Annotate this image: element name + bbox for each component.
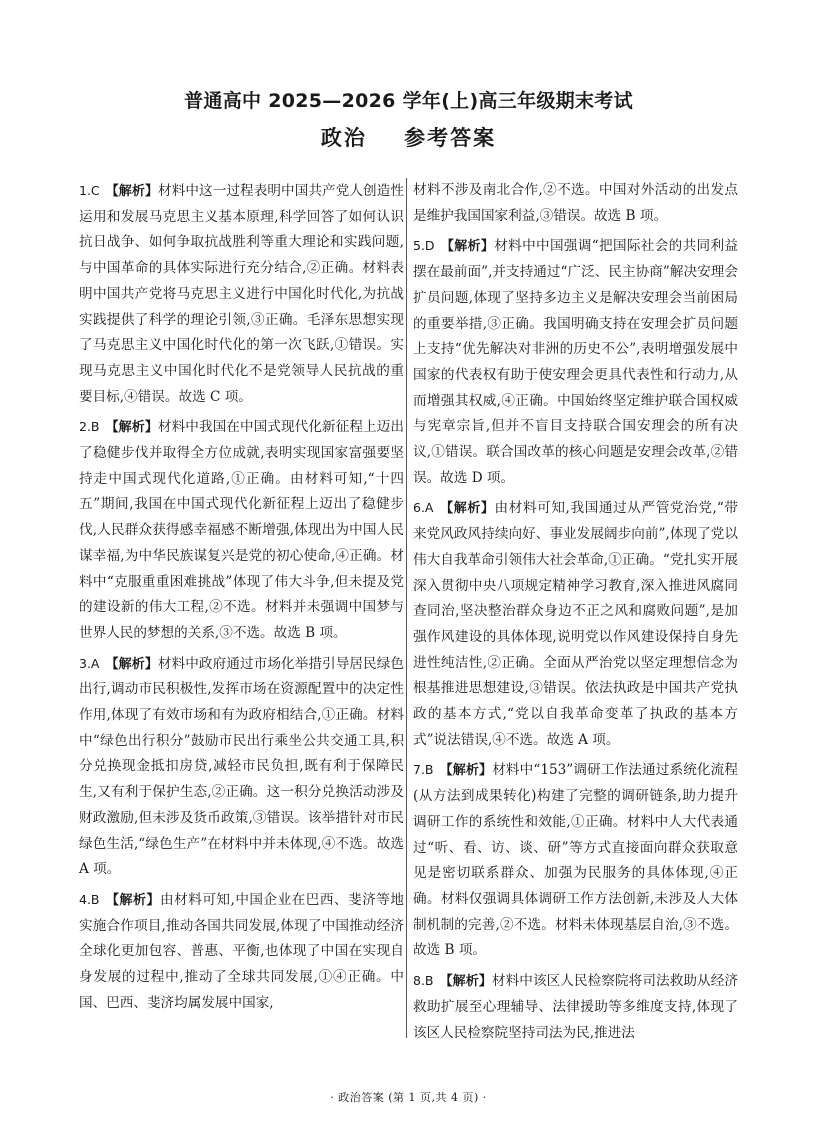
answer-number: 6.A — [413, 500, 434, 516]
answer-text: 材料中中国强调“把国际社会的共同利益摆在最前面”,并支持通过“广泛、民主协商”解决安理会扩员问题,体现了坚持多边主义是解决安理会当前困局的重要举措,③正确。我国明确支持在安理会扩员问题上支持“优先解决对非洲的历史不公”,表明增强发展中国家的代表权有助于使安理会更具代表性和行动力,从而增强其权威,④正确。中国始终坚定维护联合国权威与宪章宗旨,但并不盲目支持联合国安理会的所有决议,①错误。联合国改革的核心问题是安理会改革,②错误。故选 D 项。 — [413, 238, 738, 486]
doc-type-label: 参考答案 — [404, 126, 497, 150]
page-title: 普通高中 2025—2026 学年(上)高三年级期末考试 — [184, 90, 633, 112]
page-subtitle — [0, 122, 817, 152]
answer-number: 7.B — [413, 762, 434, 778]
answer-item — [413, 495, 738, 753]
answer-item — [413, 233, 738, 491]
answer-item — [413, 757, 738, 964]
analysis-tag: 【解析】 — [439, 501, 495, 517]
subject-label: 政治 — [320, 126, 367, 150]
answer-number: 3.A — [79, 655, 100, 671]
answer-text: 由材料可知,中国企业在巴西、斐济等地实施合作项目,推动各国共同发展,体现了中国推动经济全球化更加包容、普惠、平衡,也体现了中国在实现自身发展的过程中,推动了全球共同发展,①④正确。中国、巴西、斐济均属发展中国家, — [79, 891, 404, 1011]
answer-number: 5.D — [413, 238, 435, 254]
answer-text: 材料中这一过程表明中国共产党人创造性运用和发展马克思主义基本原理,科学回答了如何认识抗日战争、如何争取抗战胜利等重大理论和实践问题,与中国革命的具体实际进行充分结合,②正确。材料表明中国共产党将马克思主义进行中国化时代化,为抗战实践提供了科学的理论引领,③正确。毛泽东思想实现了马克思主义中国化时代化的第一次飞跃,①错误。实现马克思主义中国化时代化不是党领导人民抗战的重要目标,④错误。故选 C 项。 — [79, 183, 404, 405]
answer-number: 4.B — [79, 891, 100, 907]
answer-item — [413, 968, 738, 1046]
page-footer: · 政治答案 (第 1 页,共 4 页) · — [330, 1091, 487, 1104]
answer-text: 材料中“153”调研工作法通过系统化流程(从方法到成果转化)构建了完整的调研链条,助力提升调研工作的系统性和效能,①正确。材料中人大代表通过“听、看、访、谈、研”等方式直接面向群众获取意见是密切联系群众、加强为民服务的具体体现,④正确。材料仅强调具体调研工作方法创新,未涉及人大体制机制的完善,②不选。材料未体现基层自治,③不选。故选 B 项。 — [413, 762, 738, 959]
left-column — [79, 178, 404, 1021]
answer-item — [79, 887, 404, 1017]
answer-text: 材料中我国在中国式现代化新征程上迈出了稳健步伐并取得全方位成就,表明实现国家富强要坚持走中国式现代化道路,①正确。由材料可知,“十四五”期间,我国在中国式现代化新征程上迈出了稳健步伐,人民群众获得感幸福感不断增强,体现出为中国人民谋幸福,为中华民族谋复兴是党的初心使命,④正确。材料中“克服重重困难挑战”体现了伟大斗争,但未提及党的建设新的伟大工程,②不选。材料并未强调中国梦与世界人民的梦想的关系,③不选。故选 B 项。 — [79, 419, 404, 641]
answer-item — [79, 414, 404, 646]
answer-item — [79, 651, 404, 883]
answer-number: 1.C — [79, 183, 100, 198]
analysis-tag: 【解析】 — [440, 239, 495, 255]
answer-text: 材料不涉及南北合作,②不选。中国对外活动的出发点是维护我国国家利益,③错误。故选 B 项。 — [413, 182, 738, 224]
analysis-tag: 【解析】 — [105, 656, 158, 672]
answer-text: 材料中该区人民检察院将司法救助从经济救助扩展至心理辅导、法律援助等多维度支持,体现了该区人民检察院坚持司法为民,推进法 — [413, 973, 738, 1041]
answer-text: 材料中政府通过市场化举措引导居民绿色出行,调动市民积极性,发挥市场在资源配置中的决定性作用,体现了有效市场和有为政府相结合,①正确。材料中“绿色出行积分”鼓励市民出行乘坐公共交通工具,积分兑换现金抵扣房贷,减轻市民负担,既有利于保障民生,又有利于保护生态,②正确。这一积分兑换活动涉及财政激励,但未涉及货币政策,③错误。该举措针对市民绿色生活,“绿色生产”在材料中并未体现,④不选。故选 A 项。 — [79, 655, 404, 878]
answer-number: 8.B — [413, 973, 434, 989]
analysis-tag: 【解析】 — [105, 420, 158, 436]
column-divider — [406, 178, 407, 1038]
answer-item — [79, 178, 404, 410]
analysis-tag: 【解析】 — [439, 974, 492, 990]
right-column — [413, 178, 738, 1050]
answer-item-continued — [413, 178, 738, 229]
analysis-tag: 【解析】 — [105, 184, 159, 199]
analysis-tag: 【解析】 — [439, 763, 493, 779]
answer-text: 由材料可知,我国通过从严管党治党,“带来党风政风持续向好、事业发展阔步向前”,体现了党以伟大自我革命引领伟大社会革命,①正确。“党扎实开展深入贯彻中央八项规定精神学习教育,深入推进风腐同查同治,坚决整治群众身边不正之风和腐败问题”,是加强作风建设的具体体现,说明党以作风建设保持自身先进性纯洁性,②正确。全面从严治党以坚定理想信念为根基推进思想建设,③错误。依法执政是中国共产党执政的基本方式,“党以自我革命变革了执政的基本方式”说法错误,④不选。故选 A 项。 — [413, 500, 738, 748]
answer-number: 2.B — [79, 419, 100, 435]
analysis-tag: 【解析】 — [105, 892, 161, 908]
